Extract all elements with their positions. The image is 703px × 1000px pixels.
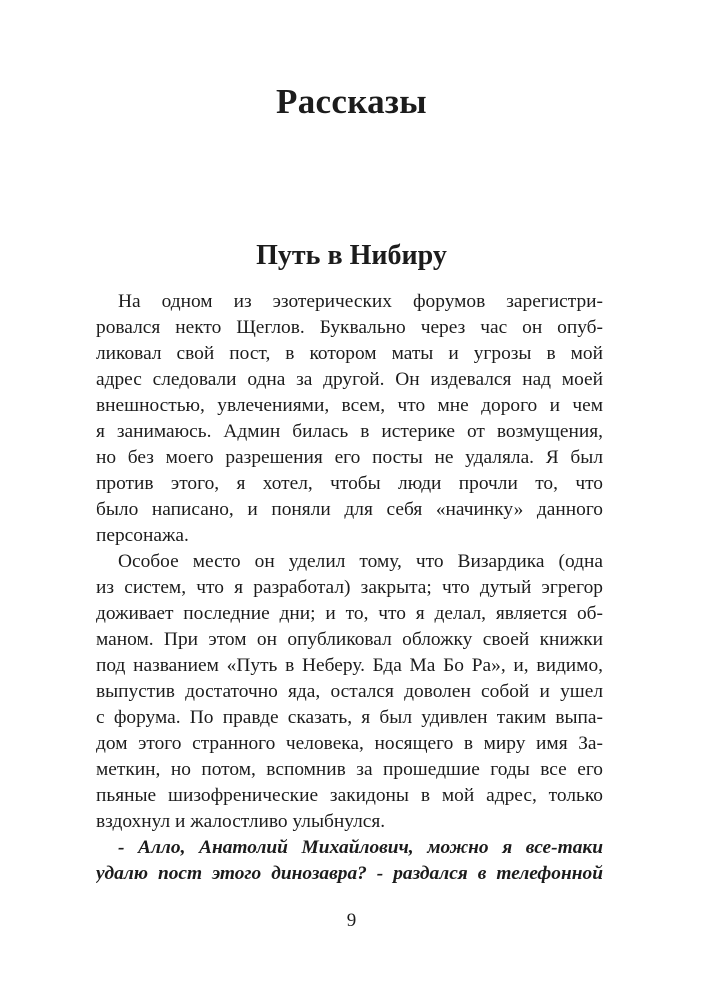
text-line: доживает последние дни; и то, что я делал, является об- — [96, 603, 603, 624]
text-line: - Алло, Анатолий Михайлович, можно я все-таки — [118, 837, 603, 858]
text-line: удалю пост этого динозавра? - раздался в телефонной — [96, 863, 603, 884]
text-line: адрес следовали одна за другой. Он издевался над моей — [96, 369, 603, 390]
text-line: против этого, я хотел, чтобы люди прочли то, что — [96, 473, 603, 494]
text-line: с форума. По правде сказать, я был удивлен таким выпа- — [96, 707, 603, 728]
text-line: было написано, и поняли для себя «начинку» данного — [96, 499, 603, 520]
text-line: ровался некто Щеглов. Буквально через час он опуб- — [96, 317, 603, 338]
text-line: вздохнул и жалостливо улыбнулся. — [96, 811, 386, 832]
text-line: маном. При этом он опубликовал обложку своей книжки — [96, 629, 603, 650]
text-line: но без моего разрешения его посты не удаляла. Я был — [96, 447, 603, 468]
text-line: Особое место он уделил тому, что Визардика (одна — [118, 551, 603, 572]
page-number: 9 — [346, 910, 357, 931]
text-line: я занимаюсь. Админ билась в истерике от возмущения, — [96, 421, 603, 442]
story-body — [96, 289, 603, 887]
text-line: дом этого странного человека, носящего в миру имя За- — [96, 733, 603, 754]
text-line: ликовал свой пост, в котором маты и угрозы в мой — [96, 343, 603, 364]
text-line: из систем, что я разработал) закрыта; что дутый эгрегор — [96, 577, 603, 598]
text-line: персонажа. — [96, 525, 189, 546]
text-line: выпустив достаточно яда, остался доволен собой и ушел — [96, 681, 603, 702]
text-line: На одном из эзотерических форумов зарегистри- — [118, 291, 603, 312]
text-line: внешностью, увлечениями, всем, что мне дорого и чем — [96, 395, 603, 416]
story-title: Путь в Нибиру — [256, 240, 447, 271]
text-line: пьяные шизофренические закидоны в мой адрес, только — [96, 785, 603, 806]
text-line: под названием «Путь в Неберу. Бда Ма Бо Ра», и, видимо, — [96, 655, 603, 676]
text-line: меткин, но потом, вспомнив за прошедшие годы все его — [96, 759, 603, 780]
section-title: Рассказы — [276, 82, 427, 121]
